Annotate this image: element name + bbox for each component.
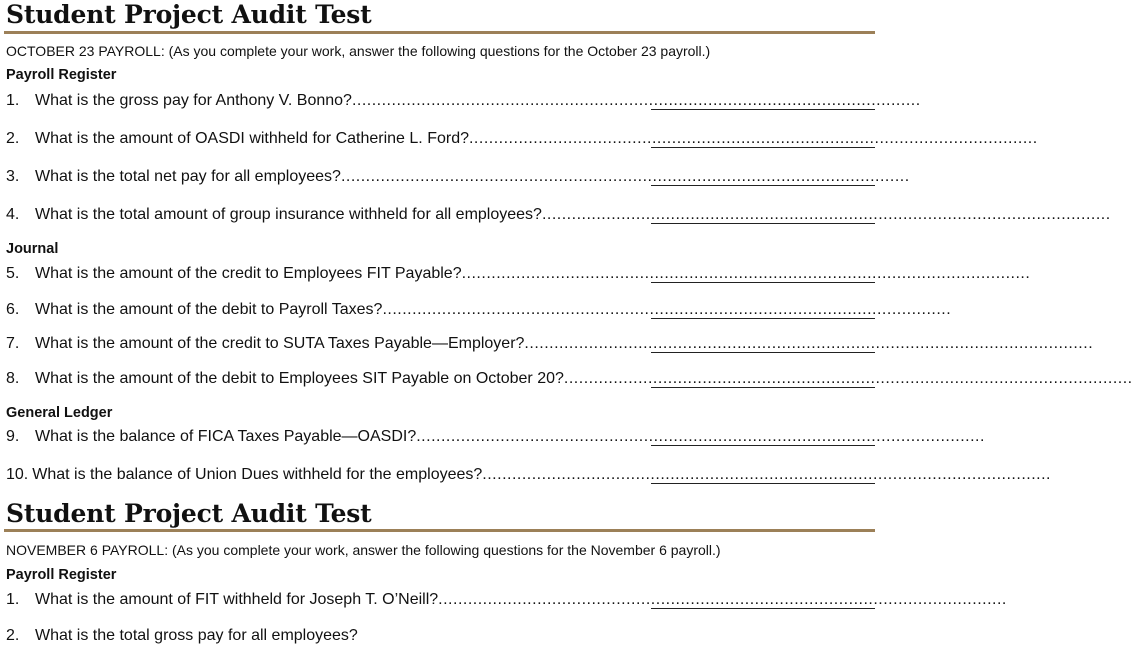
dot-leader: ................................................................................................................... [340, 168, 910, 185]
answer-line[interactable] [651, 608, 875, 609]
question-text: What is the amount of the debit to Payroll Taxes? [35, 301, 383, 318]
question-number: 8. [6, 370, 20, 387]
answer-line[interactable] [651, 223, 875, 224]
question-row [6, 425, 985, 447]
section-intro: NOVEMBER 6 PAYROLL: (As you complete your work, answer the following questions for the November 6 payroll.) [6, 542, 721, 558]
question-number: 10. [6, 466, 29, 483]
section-title: Student Project Audit Test [6, 499, 372, 528]
question-text: What is the amount of FIT withheld for Joseph T. O’Neill? [35, 591, 439, 608]
question-text: What is the amount of the credit to SUTA Taxes Payable—Employer? [35, 335, 525, 352]
question-number: 7. [6, 335, 20, 352]
answer-line[interactable] [651, 147, 875, 148]
question-number: 4. [6, 206, 20, 223]
question-text: What is the amount of the credit to Employees FIT Payable? [35, 265, 462, 282]
subheading-payroll-register: Payroll Register [6, 567, 117, 583]
dot-leader: ................................................................................................................... [482, 466, 1051, 483]
question-number: 2. [6, 627, 20, 644]
question-text: What is the amount of OASDI withheld for Catherine L. Ford? [35, 130, 469, 147]
dot-leader: ................................................................................................................... [351, 92, 921, 109]
dot-leader: ................................................................................................................... [468, 130, 1038, 147]
answer-line[interactable] [651, 483, 875, 484]
question-number: 5. [6, 265, 20, 282]
question-text: What is the gross pay for Anthony V. Bonno? [35, 92, 352, 109]
question-number: 2. [6, 130, 20, 147]
question-row [6, 262, 1031, 284]
question-row [6, 624, 875, 646]
question-number: 1. [6, 92, 20, 109]
dot-leader: ................................................................................................................... [382, 301, 952, 318]
dot-leader: ................................................................................................................... [438, 591, 1007, 608]
answer-line[interactable] [651, 352, 875, 353]
subheading-payroll-register: Payroll Register [6, 67, 117, 83]
question-text: What is the total amount of group insurance withheld for all employees? [35, 206, 542, 223]
question-text: What is the total net pay for all employees? [35, 168, 341, 185]
question-row [6, 332, 1094, 354]
answer-line[interactable] [651, 318, 875, 319]
question-text: What is the total gross pay for all employees? [35, 627, 358, 644]
question-row [6, 463, 1051, 485]
question-row [6, 367, 1133, 389]
dot-leader: ................................................................................................................... [461, 265, 1031, 282]
title-rule [4, 529, 875, 532]
answer-line[interactable] [651, 282, 875, 283]
answer-line[interactable] [651, 387, 875, 388]
question-number: 9. [6, 428, 20, 445]
title-rule [4, 31, 875, 34]
question-number: 3. [6, 168, 20, 185]
section-title: Student Project Audit Test [6, 0, 372, 29]
question-text: What is the balance of Union Dues withheld for the employees? [32, 466, 483, 483]
question-row [6, 165, 910, 187]
dot-leader: ................................................................................................................... [563, 370, 1133, 387]
question-row [6, 298, 952, 320]
dot-leader: ................................................................................................................... [416, 428, 985, 445]
question-row [6, 203, 1111, 225]
answer-line[interactable] [651, 185, 875, 186]
question-number: 6. [6, 301, 20, 318]
dot-leader: ................................................................................................................... [541, 206, 1111, 223]
question-text: What is the balance of FICA Taxes Payable—OASDI? [35, 428, 417, 445]
section-intro: OCTOBER 23 PAYROLL: (As you complete your work, answer the following questions for the October 23 payroll.) [6, 43, 711, 59]
question-row [6, 89, 921, 111]
answer-line[interactable] [651, 445, 875, 446]
answer-line[interactable] [651, 109, 875, 110]
subheading-journal: Journal [6, 241, 59, 257]
question-number: 1. [6, 591, 20, 608]
question-row [6, 588, 1007, 610]
subheading-general-ledger: General Ledger [6, 405, 113, 421]
question-row [6, 127, 1038, 149]
question-text: What is the amount of the debit to Employees SIT Payable on October 20? [35, 370, 564, 387]
dot-leader: ................................................................................................................... [524, 335, 1094, 352]
